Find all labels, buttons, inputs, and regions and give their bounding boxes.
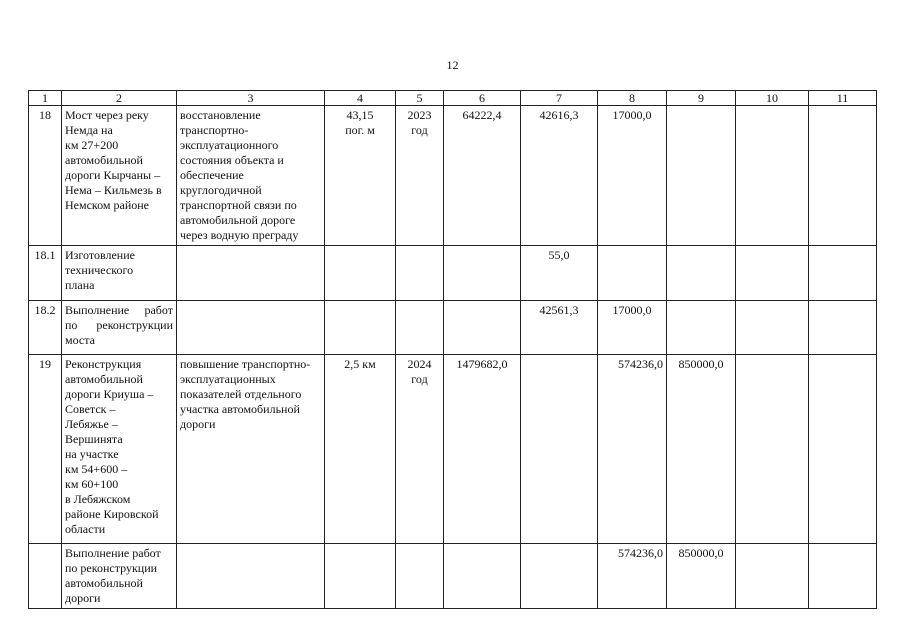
cell-col9: 850000,0 <box>667 355 736 544</box>
cell-col10 <box>736 301 809 355</box>
cell-col8: 17000,0 <box>598 301 667 355</box>
cell-total <box>444 301 521 355</box>
table-row <box>29 301 877 355</box>
cell-year <box>396 301 444 355</box>
column-header-10: 10 <box>736 91 809 106</box>
cell-col9: 850000,0 <box>667 544 736 609</box>
cell-col11 <box>809 544 877 609</box>
cell-object-name: Выполнение работ по реконструкции автомобильной дороги <box>62 544 177 609</box>
table-row <box>29 355 877 544</box>
cell-col7: 42561,3 <box>521 301 598 355</box>
cell-capacity: 2,5 км <box>325 355 396 544</box>
cell-object-name: Мост через реку Немда на км 27+200 автомобильной дороги Кырчаны – Нема – Кильмезь в Немском районе <box>62 106 177 246</box>
column-header-2: 2 <box>62 91 177 106</box>
cell-col9 <box>667 301 736 355</box>
cell-col11 <box>809 355 877 544</box>
column-header-9: 9 <box>667 91 736 106</box>
cell-purpose: восстановление транспортно- эксплуатационного состояния объекта и обеспечение круглогодичной транспортной связи по автомобильной дороге через водную преграду <box>177 106 325 246</box>
cell-number <box>29 544 62 609</box>
cell-col11 <box>809 106 877 246</box>
cell-col10 <box>736 355 809 544</box>
cell-col8: 574236,0 <box>598 355 667 544</box>
cell-total <box>444 544 521 609</box>
cell-col7: 42616,3 <box>521 106 598 246</box>
cell-col10 <box>736 544 809 609</box>
table-row <box>29 544 877 609</box>
cell-purpose <box>177 301 325 355</box>
cell-number: 18.1 <box>29 246 62 301</box>
cell-purpose <box>177 544 325 609</box>
table-row <box>29 246 877 301</box>
cell-col7 <box>521 544 598 609</box>
cell-total <box>444 246 521 301</box>
cell-col7: 55,0 <box>521 246 598 301</box>
column-header-4: 4 <box>325 91 396 106</box>
cell-col11 <box>809 246 877 301</box>
column-header-1: 1 <box>29 91 62 106</box>
cell-total: 1479682,0 <box>444 355 521 544</box>
cell-col11 <box>809 301 877 355</box>
column-header-6: 6 <box>444 91 521 106</box>
cell-col9 <box>667 106 736 246</box>
column-header-8: 8 <box>598 91 667 106</box>
cell-year: 2023 год <box>396 106 444 246</box>
cell-object-name: Выполнение работ по реконструкции моста <box>62 301 177 355</box>
cell-year: 2024 год <box>396 355 444 544</box>
cell-capacity <box>325 301 396 355</box>
column-header-7: 7 <box>521 91 598 106</box>
header-row <box>29 91 877 106</box>
cell-total: 64222,4 <box>444 106 521 246</box>
cell-year <box>396 544 444 609</box>
cell-col10 <box>736 106 809 246</box>
page-number: 12 <box>446 58 459 72</box>
cell-number: 18 <box>29 106 62 246</box>
cell-object-name: Изготовление технического плана <box>62 246 177 301</box>
cell-col9 <box>667 246 736 301</box>
cell-year <box>396 246 444 301</box>
cell-capacity <box>325 544 396 609</box>
column-header-3: 3 <box>177 91 325 106</box>
cell-number: 19 <box>29 355 62 544</box>
cell-purpose <box>177 246 325 301</box>
cell-col8: 17000,0 <box>598 106 667 246</box>
cell-col8: 574236,0 <box>598 544 667 609</box>
column-header-5: 5 <box>396 91 444 106</box>
cell-col7 <box>521 355 598 544</box>
column-header-11: 11 <box>809 91 877 106</box>
cell-purpose: повышение транспортно- эксплуатационных показателей отдельного участка автомобильной дороги <box>177 355 325 544</box>
cell-col10 <box>736 246 809 301</box>
table-row <box>29 106 877 246</box>
cell-capacity: 43,15 пог. м <box>325 106 396 246</box>
cell-capacity <box>325 246 396 301</box>
investment-table <box>28 90 877 609</box>
cell-number: 18.2 <box>29 301 62 355</box>
cell-col8 <box>598 246 667 301</box>
cell-object-name: Реконструкция автомобильной дороги Криуша – Советск – Лебяжье – Вершинята на участке км 54+600 – км 60+100 в Лебяжском районе Кировской области <box>62 355 177 544</box>
